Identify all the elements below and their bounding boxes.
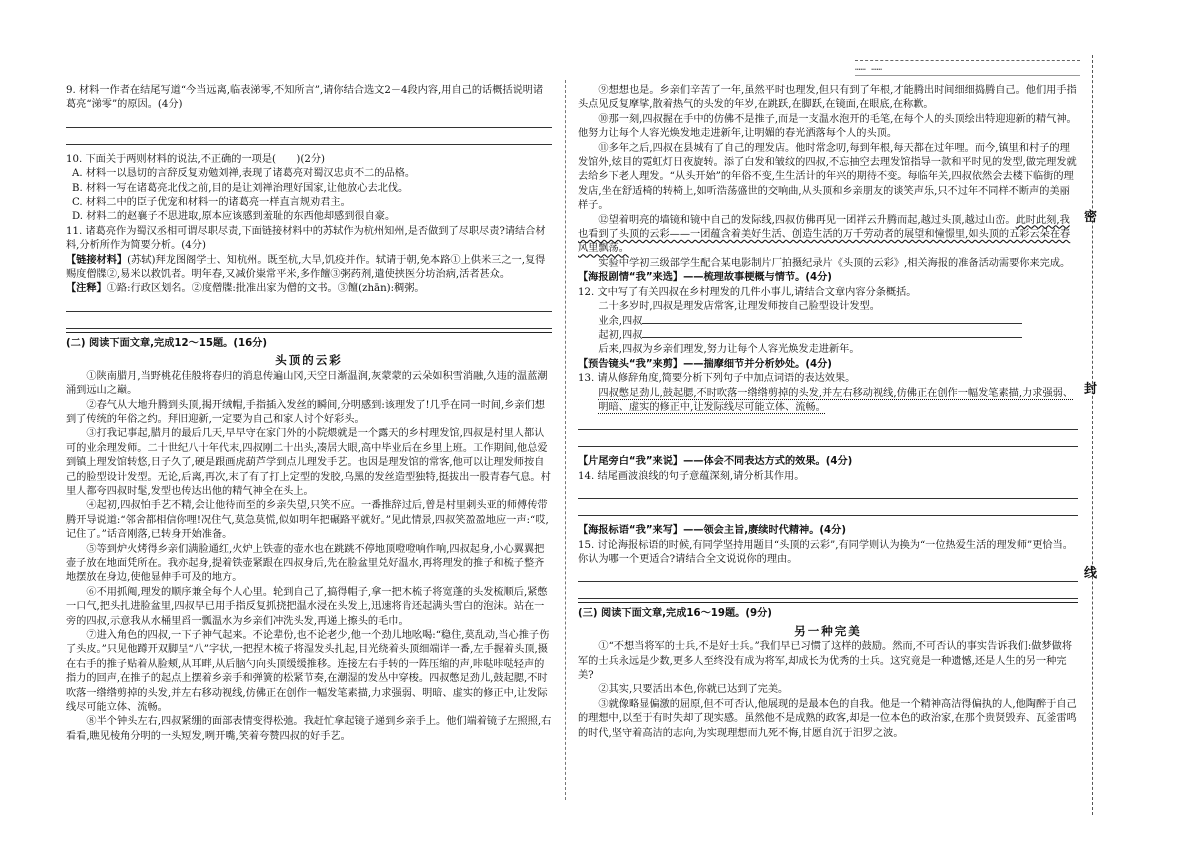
essay-3-title: 另一种完美 — [794, 623, 862, 638]
answer-line[interactable] — [578, 501, 1078, 516]
annotation-text: ①路:行政区划名。②度僧牒:批准出家为僧的文书。③饘(zhān):稠粥。 — [106, 283, 425, 295]
binding-label-feng: 封 — [1084, 382, 1098, 397]
activity-intro: 实验中学初三级部学生配合某电影制片厂拍摄纪录片《头顶的云彩》,相关海报的准备活动需要你来完成。 — [598, 257, 1071, 269]
question-14: 14. 结尾画波浪线的句子意蕴深刻,请分析其作用。 — [578, 470, 805, 482]
essay-paragraph: ⑨想想也是。乡亲们辛苦了一年,虽然平时也理发,但只有到了年根,才能腾出时间细细捣腾自己。他们用手指头点见反复摩挲,散着热气的头发的年岁,在跳跃,在脚跃,在镜面,在眼底,在称歉。 — [578, 85, 1077, 111]
section-2-title: (二) 阅读下面文章,完成12～15题。(16分) — [66, 337, 268, 349]
essay-paragraph: ⑧半个钟头左右,四叔紧绷的面部表情变得松弛。我赶忙拿起镜子递到乡亲手上。他们端着镜子左照照,右看看,瞧见棱角分明的一头短发,咧开嘴,笑着夸赞四叔的好手艺。 — [66, 716, 552, 742]
question-11: 11. 诸葛亮作为蜀汉丞相可谓尽职尽责,下面链接材料中的苏轼作为杭州知州,是否做到了尽职尽责?请结合材料,分析所作为简要分析。(4分) — [66, 225, 546, 252]
essay-paragraph: ③打我记事起,腊月的最后几天,早早守在家门外的小院煨就是一个露天的乡村理发馆,四叔是村里人都认可的业余理发师。二十世纪八十年代末,四叔刚二十出头,凑居大眼,高中毕业后在乡里上班。工作期间,他总爱到镇上理发馆转悠,日子久了,硬是跟画虎葫芦学到点儿理发手艺。也因是理发馆的常客,他可以让理发师按自己的脸型设计发型。无论,后离,再次,末了有了打上定型的发胶,乌黑的发丝造型独特,挺拔出一股青春气息。村里人都夸四叔时髦,发型也传达出他的精气神全在头上。 — [66, 428, 551, 497]
answer-line[interactable] — [578, 415, 1078, 430]
q12-line-1: 二十多岁时,四叔是理发店常客,让理发师按自己脸型设计发型。 — [598, 301, 880, 313]
answer-line[interactable] — [578, 432, 1078, 447]
annotation — [66, 282, 552, 296]
q12-line-3: 起初,四叔 — [578, 329, 1078, 343]
binding-label-xian: 线 — [1084, 566, 1098, 581]
binding-line — [1092, 55, 1093, 815]
question-10: 10. 下面关于两则材料的说法,不正确的一项是( )(2分) — [66, 153, 325, 165]
question-9: 9. 材料一作者在结尾写道“今当远离,临表涕零,不知所言”,请你结合选文2－4段内容,用自己的话概括说明诸葛亮“涕零”的原因。(4分) — [66, 85, 544, 111]
answer-line[interactable] — [578, 567, 1078, 582]
answer-line[interactable] — [66, 297, 552, 312]
q13-quote: 四叔憋足劲儿,鼓起腮,不时吹落一绺绺剪掉的头发,并左右移动视线,仿佛正在创作一幅发笔素描,力求强弱、明暗、虚实的修正中,让发际线尽可能立体、流畅。 — [598, 387, 1074, 413]
q12-blank[interactable] — [642, 337, 1022, 338]
question-12: 12. 文中写了有关四叔在乡村理发的几件小事儿,请结合文章内容分条概括。 — [578, 286, 917, 298]
q10-option-a: A. 材料一以恳切的言辞反复劝勉刘禅,表现了诸葛亮对蜀汉忠贞不二的品格。 — [72, 168, 416, 180]
link-material-text: (苏轼)拜龙图阁学士、知杭州。既至杭,大旱,饥疫并作。轼请于朝,免本路①上供米三之一,复得赐度僧牒②,易米以救饥者。明年春,又减价粜常平米,多作饘③粥药剂,遣使挟医分坊治病,活者甚众。 — [66, 254, 546, 281]
page-header-strip: …… …… — [855, 60, 1080, 76]
task-13-heading: 【预告镜头“我”来剪】——揣摩细节并分析妙处。(4分) — [578, 358, 832, 370]
right-column — [578, 84, 1078, 741]
annotation-head: 【注释】 — [66, 283, 107, 295]
essay-paragraph: ⑪多年之后,四叔在县城有了自己的理发店。他时常念叨,每到年根,每天都在过年哩。而今,镇里和村子的理发馆外,炫目的霓虹灯日夜旋转。添了白发和皱纹的四叔,不忘抽空去理发馆指导一款和平时见的发型,做完理发就去给乡下老人理发。“从头开始”的年俗不变,生生活计的年兴的期待不变。每临年关,四叔依然会去楼下临街的理发店,坐在舒适椅的转椅上,如听浩荡盛世的交响曲,从头顶和乡亲朋友的谈笑声乐,只不过年不同样不断声的美丽样子。 — [578, 142, 1077, 212]
essay-3-paragraph: ②其实,只要活出本色,你就已达到了完美。 — [598, 684, 789, 696]
q12-line-4: 后来,四叔为乡亲们理发,努力让每个人容光焕发走进新年。 — [598, 344, 860, 356]
answer-line[interactable] — [66, 130, 552, 145]
essay-paragraph-final — [578, 214, 1078, 257]
essay-paragraph: ⑥不用抓阄,理发的顺序兼全每个人心里。轮到自己了,搞得帽子,拿一把木梳子将宽蓬的头发梳顺后,紧憋一口气,把头扎进脸盆里,四叔早已用手指反复抓挠把温水浸在头发上,迅速将肯还起满头雪白的泡沫。站在一旁的四叔,示意我从水桶里舀一瓢温水为乡亲们冲洗头发,再递上擦头的毛巾。 — [66, 586, 548, 627]
left-column — [66, 84, 552, 744]
column-divider — [565, 80, 566, 800]
essay-paragraph: ⑤等到炉火烤得乡亲们满脸通红,火炉上铁壶的壶水也在跳跳不停地顶噔噔响作响,四叔起身,小心翼翼把壶子放在地面凭所在。我亦起身,提着铁壶紧跟在四叔身后,先在脸盆里兑好温水,再将理发的推子和梳子整齐地摆放在身边,使他显伸手可及的地方。 — [66, 543, 545, 584]
q12-line-2: 业余,四叔 — [578, 315, 1078, 329]
answer-line[interactable] — [578, 484, 1078, 499]
question-13: 13. 请从修辞角度,简要分析下列句子中加点词语的表达效果。 — [578, 373, 856, 385]
link-material-head: 【链接材料】 — [66, 254, 128, 266]
essay-3-paragraph: ③就像略显偏激的屈原,但不可否认,他展现的是最本色的自我。他是一个精神高洁得偏执的人,他陶醉于自己的理想中,以至于有时失却了现实感。虽然他不是成熟的政客,却是一位本色的政治家,在那个贵贤毁弃、瓦釜雷鸣的时代,坚守着高洁的志向,为实现理想而九死不悔,甘愿自沉于汨罗之波。 — [578, 698, 1077, 739]
wavy-underlined-sentence: 此时此刻,我也看到了头顶的云彩——一团蕴含着美好生活、创造生活的万千劳动者的展望和憧憬里,如头顶的五彩云朵在春风里飘荡。 — [578, 214, 1071, 255]
essay-paragraph: ①陕南腊月,当野桃花佳般将春归的消息传遍山冈,天空日渐温润,灰蒙蒙的云朵如积雪消融,久违的温蓝潮涌到远山之巅。 — [66, 370, 548, 397]
essay-3-paragraph: ①“不想当将军的士兵,不是好士兵。”我们早已习惯了这样的鼓励。然而,不可否认的事实告诉我们:做梦做将军的士兵永远是少数,更多人至终没有成为将军,却成长为优秀的士兵。这究竟是一种遗憾,还是人生的另一种完美? — [578, 641, 1073, 681]
link-material — [66, 254, 552, 283]
essay-paragraph: ②春气从大地升腾到头顶,揭开绒帽,手指插入发丝的瞬间,分明感到:该理发了!几乎在同一时间,乡亲们想到了传统的年俗之约。拜旧迎新,一定要为自己和家人讨个好彩头。 — [66, 399, 545, 425]
answer-line[interactable] — [66, 314, 552, 329]
question-15: 15. 讨论海报标语的时候,有同学坚持用题目“头顶的云彩”,有同学则认为换为“一位热爱生活的理发师”更恰当。你认为哪一个更适合?请结合全文说说你的理由。 — [578, 539, 1073, 565]
answer-line[interactable] — [66, 113, 552, 128]
task-15-heading: 【海报标语“我”来写】——领会主旨,赓续时代精神。(4分) — [578, 525, 846, 537]
q10-option-c: C. 材料二中的臣子优宠和材料一的诸葛亮一样直言规劝君主。 — [72, 197, 351, 209]
final-paragraph-lead: ⑫望着明亮的墙镜和镜中自己的发际线,四叔仿佛再见一团祥云升腾而起,越过头顶,越过山峦。 — [598, 214, 1016, 226]
binding-label-mi: 密 — [1084, 210, 1098, 225]
final-paragraph-text — [578, 215, 1070, 255]
essay-paragraph: ⑩那一刻,四叔握在手中的仿佛不是推子,而是一支温水泡开的毛笔,在每个人的头顶绘出特迎迎新的精气神。他努力让每个人容光焕发地走进新年,让明媚的春光洒落每个人的头顶。 — [578, 113, 1077, 140]
q10-option-b: B. 材料一写在诸葛亮北伐之前,目的是让刘禅治理好国家,让他放心去北伐。 — [72, 182, 409, 194]
q10-option-d: D. 材料二的赵襄子不思进取,原本应该感到羞耻的东西他却感到很自豪。 — [72, 211, 396, 223]
essay-title: 头顶的云彩 — [275, 353, 343, 368]
task-14-heading: 【片尾旁白“我”来说】——体会不同表达方式的效果。(4分) — [578, 456, 853, 468]
section-3-title: (三) 阅读下面文章,完成16～19题。(9分) — [578, 608, 772, 620]
essay-paragraph: ⑦进入角色的四叔,一下子神气起来。不论辈份,也不论老少,他一个劲儿地吆喝:“稳住,莫乱动,当心推子伤了头皮。”只见他蹲开双脚呈“八”字状,一把捏木梳子将湿发头扎起,目光绕着头顶细端详一番,左手握着头顶,摄在右手的推子贴着从脸颊,从耳畔,从后脑勺向头顶缓缓推移。连接左右手转的一阵压缩的声,咔哒咔哒轻声的指力的回声,在推子的起点上摆着乡亲手和弹簧的松紧节奏,在潮湿的发丛中穿梭。四叔憋足劲儿,鼓起腮,不时吹落一绺绺剪掉的头发,并左右移动视线,仿佛正在创作一幅发笔素描,力求强弱、明暗、虚实的修正中,让发际线尽可能立体、流畅。 — [66, 630, 550, 714]
task-12-heading: 【海报剧情“我”来选】——梳理故事梗概与情节。(4分) — [578, 272, 832, 284]
answer-line[interactable] — [578, 584, 1078, 599]
essay-paragraph: ④起初,四叔怕手艺不精,会让他待而至的乡亲失望,只笑不应。一番推辞过后,曾是村里刺头亚的师傅传带腾开导说道:“邻舍都相信你哩!况住气,莫急莫慌,似如明年把碾路平就好。”见此情景,四叔笑盈盈地应一声:“哎,记住了。”话音刚落,已转身开始准备。 — [66, 500, 549, 541]
q12-blank[interactable] — [642, 323, 1022, 324]
